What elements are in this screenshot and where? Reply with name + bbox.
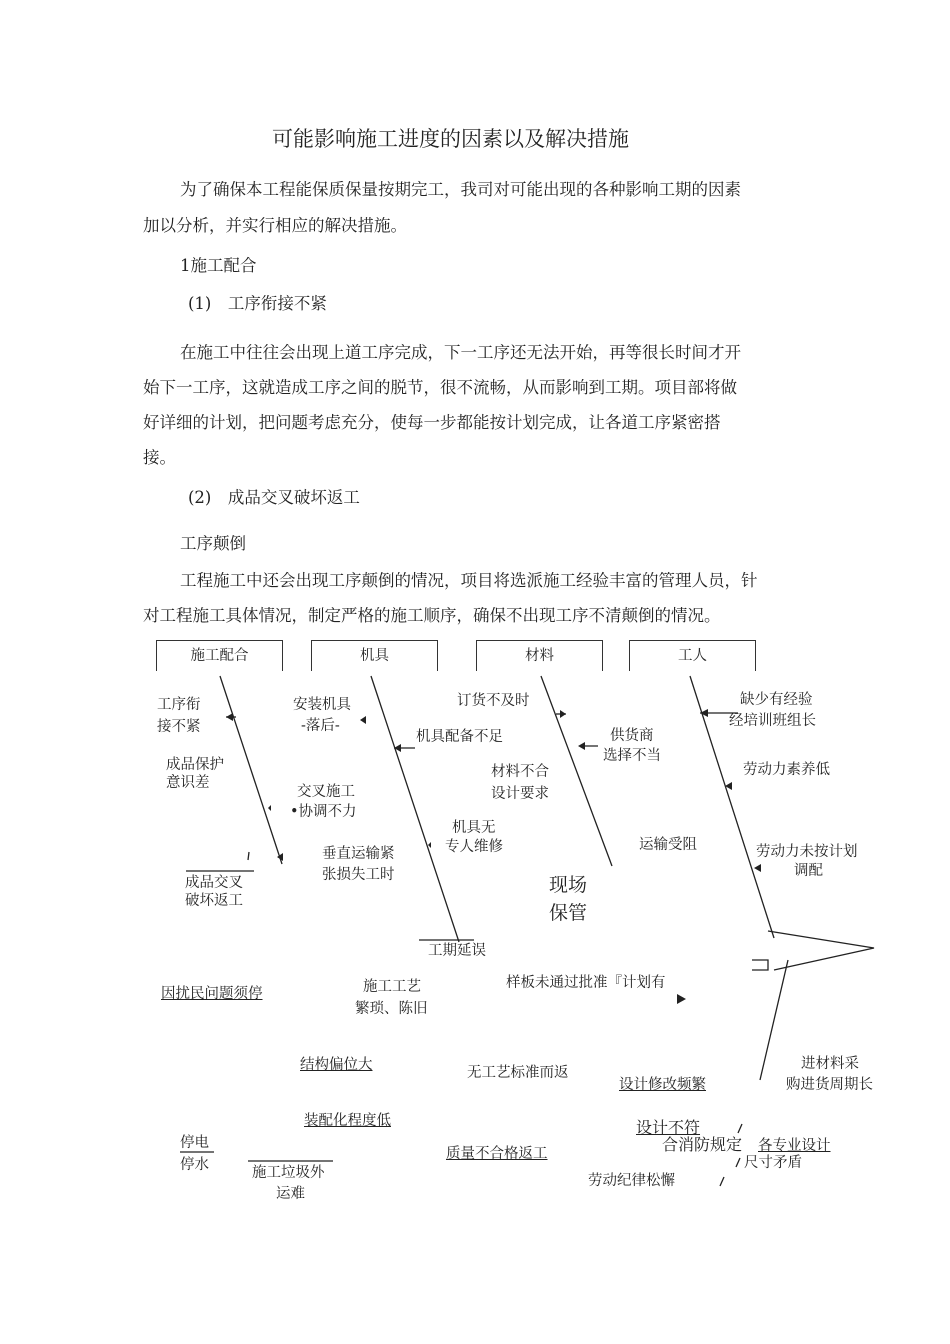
item-heading-1: (1) 工序衔接不紧 [188,294,327,313]
cause-label: 尺寸矛盾 [744,1155,802,1171]
cause-label: 张损失工时 [322,867,395,883]
cause-label: 机具无 [452,820,496,836]
cause-label: 装配化程度低 [304,1113,391,1129]
cause-label: 选择不当 [603,748,661,764]
cause-label: 破坏返工 [185,893,243,909]
cause-label: 安装机具 [293,697,351,713]
page-title: 可能影响施工进度的因素以及解决措施 [272,127,629,151]
bone-jiju [371,676,459,942]
cause-label: 调配 [794,863,823,879]
cause-label: 接不紧 [157,719,201,735]
category-jiju: 机具 [311,640,438,671]
cause-label: 成品保护 [166,757,224,773]
para1-line-1: 在施工中往往会出现上道工序完成，下一工序还无法开始，再等很长时间才开 [180,343,741,362]
cause-label: 劳动力未按计划 [756,844,858,860]
cause-label: 经培训班组长 [729,713,816,729]
para2-line-1: 工程施工中还会出现工序颠倒的情况，项目将选派施工经验丰富的管理人员，针 [180,571,758,590]
cause-label: 停电 [180,1135,209,1151]
cause-label: 进材料采 [801,1056,859,1072]
sub-heading: 工序颠倒 [180,534,246,553]
cause-label: 购进货周期长 [786,1077,873,1093]
cause-label: 意识差 [166,775,210,791]
cause-label: 现场 [549,874,588,896]
cause-label: 各专业设计 [758,1138,831,1154]
cause-label: 运难 [276,1186,305,1202]
section-heading: 1施工配合 [180,256,257,275]
cause-label: 施工工艺 [363,979,421,995]
cause-label: 垂直运输紧 [322,846,395,862]
cause-label: 供货商 [610,728,654,744]
cause-label: -落后- [301,718,340,734]
cause-label: 施工垃圾外 [252,1165,325,1181]
cause-label: 机具配备不足 [416,729,503,745]
category-peihe: 施工配合 [156,640,283,671]
cause-label: 交叉施工 [297,784,355,800]
cause-label: 劳动力素养低 [743,762,830,778]
cause-label: 因扰民问题须停 [161,986,263,1002]
bottom-spine [760,960,788,1080]
cause-label: 运输受阻 [639,837,697,853]
intro-line-1: 为了确保本工程能保质保量按期完工，我司对可能出现的各种影响工期的因素 [180,180,741,199]
cause-label: •协调不力 [290,804,357,820]
cause-label: 专人维修 [445,839,503,855]
cause-label: 无工艺标准而返 [467,1065,569,1081]
category-gongren: 工人 [629,640,756,671]
effect-label: 工期延误 [428,943,486,959]
bone-cailiao [541,676,612,866]
bone-peihe [220,676,282,864]
category-cailiao: 材料 [476,640,603,671]
para2-line-2: 对工程施工具体情况，制定严格的施工顺序，确保不出现工序不清颠倒的情况。 [143,606,721,625]
cause-label: 合消防规定 [662,1135,743,1154]
cause-label: 停水 [180,1157,209,1173]
cause-label: 订货不及时 [457,693,530,709]
para1-line-3: 好详细的计划，把问题考虑充分，使每一步都能按计划完成，让各道工序紧密搭 [143,413,721,432]
cause-label: 繁琐、陈旧 [355,1001,428,1017]
cause-label: 劳动纪律松懈 [588,1173,675,1189]
para1-line-2: 始下一工序，这就造成工序之间的脱节，很不流畅，从而影响到工期。项目部将做 [143,378,737,397]
cause-label: 结构偏位大 [300,1057,373,1073]
cause-label: 质量不合格返工 [446,1146,548,1162]
cause-label: 工序衔 [157,697,201,713]
item-heading-2: (2) 成品交叉破坏返工 [188,488,360,507]
cause-label: 成品交叉 [185,875,243,891]
cause-label: 缺少有经验 [740,692,813,708]
intro-line-2: 加以分析，并实行相应的解决措施。 [143,216,407,235]
cause-label: 设计修改频繁 [619,1077,706,1093]
cause-label: 设计要求 [491,786,549,802]
head-arrow [768,931,874,970]
cause-label: 样板未通过批准『计划有 [506,975,666,991]
para1-line-4: 接。 [143,448,176,467]
cause-label: 保管 [549,902,588,924]
cause-label: 材料不合 [491,764,549,780]
cause-label: 设计不符 [636,1118,701,1137]
